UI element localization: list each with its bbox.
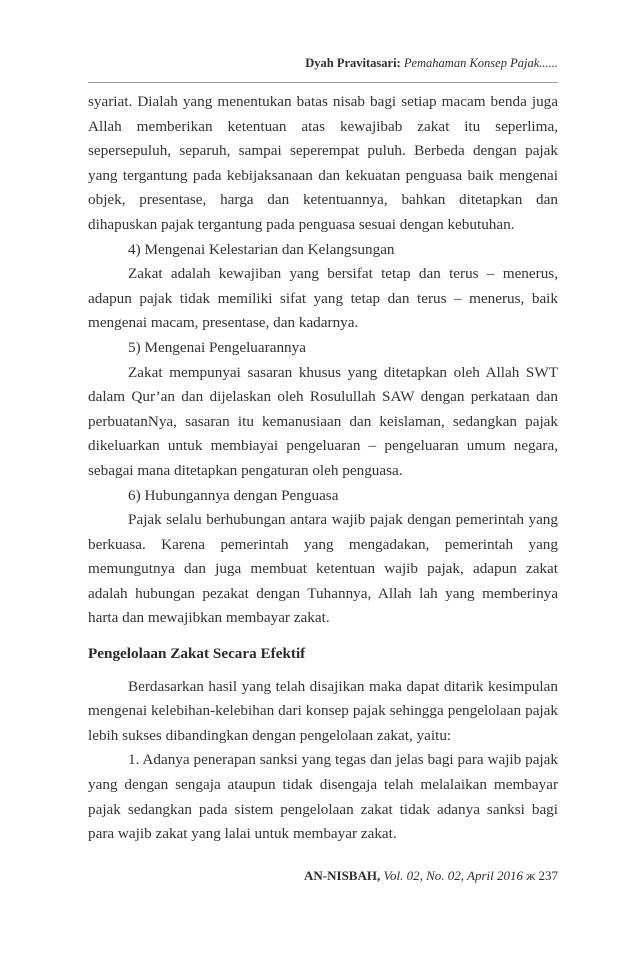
paragraph-conclusion-intro: Berdasarkan hasil yang telah disajikan maka dapat ditarik kesimpulan mengenai kelebihan-kelebihan dari konsep pajak sehingga pengelolaan pajak lebih sukses dibandingkan dengan pengelolaan zakat, yaitu:: [88, 677, 558, 744]
page-footer: [304, 868, 558, 884]
paragraph-penguasa: Pajak selalu berhubungan antara wajib pajak dengan pemerintah yang berkuasa. Karena pemerintah yang mengadakan, pemerintah yang memungutnya dan juga membuat ketentuan wajib pajak, adapun zakat adalah hubungan pezakat dengan Tuhannya, Allah lah yang memberinya harta dan mewajibkan membayar zakat.: [88, 511, 558, 627]
running-head-title: Pemahaman Konsep Pajak......: [403, 56, 558, 70]
footer-issue: Vol. 02, No. 02, April 2016: [383, 868, 524, 883]
running-head-author: Dyah Pravitasari:: [305, 56, 401, 70]
section-heading: Pengelolaan Zakat Secara Efektif: [88, 645, 306, 663]
footer-separator: ж: [526, 868, 536, 883]
paragraph-continuation: syariat. Dialah yang menentukan batas nisab bagi setiap macam benda juga Allah memberikan ketentuan atas kewajibab zakat itu seperlima, sepersepuluh, separuh, sampai seperempat puluh. Berbeda dengan pajak yang tergantung pada kebijaksanaan dan kekuatan penguasa baik mengenai objek, presentase, harga dan ketentuannya, bahkan ditetapkan dan dihapuskan pajak tergantung pada penguasa sesuai dengan kebutuhan.: [88, 93, 558, 233]
subheading-penguasa: 6) Hubungannya dengan Penguasa: [128, 486, 339, 504]
page-number: 237: [538, 868, 558, 883]
paragraph-kelestarian: Zakat adalah kewajiban yang bersifat tetap dan terus – menerus, adapun pajak tidak memiliki sifat yang tetap dan terus – menerus, baik mengenai macam, presentase, dan kadarnya.: [88, 265, 558, 332]
running-head: [305, 56, 558, 71]
footer-journal: AN-NISBAH,: [304, 868, 381, 883]
header-rule: [88, 82, 558, 83]
paragraph-pengeluaran: Zakat mempunyai sasaran khusus yang ditetapkan oleh Allah SWT dalam Qur’an dan dijelaskan oleh Rosulullah SAW dengan perkataan dan perbuatanNya, sasaran itu kemanusiaan dan keislaman, sedangkan pajak dikeluarkan untuk membiayai pengeluaran – pengeluaran umum negara, sebagai mana ditetapkan pengaturan oleh penguasa.: [88, 363, 558, 479]
paragraph-point-one: 1. Adanya penerapan sanksi yang tegas dan jelas bagi para wajib pajak yang dengan sengaja ataupun tidak disengaja telah melalaikan membayar pajak sedangkan pada sistem pengelolaan zakat tidak adanya sanksi bagi para wajib zakat yang lalai untuk membayar zakat.: [88, 751, 558, 843]
subheading-pengeluaran: 5) Mengenai Pengeluarannya: [128, 338, 306, 356]
subheading-kelestarian: 4) Mengenai Kelestarian dan Kelangsungan: [128, 240, 395, 258]
article-body: [88, 90, 558, 847]
